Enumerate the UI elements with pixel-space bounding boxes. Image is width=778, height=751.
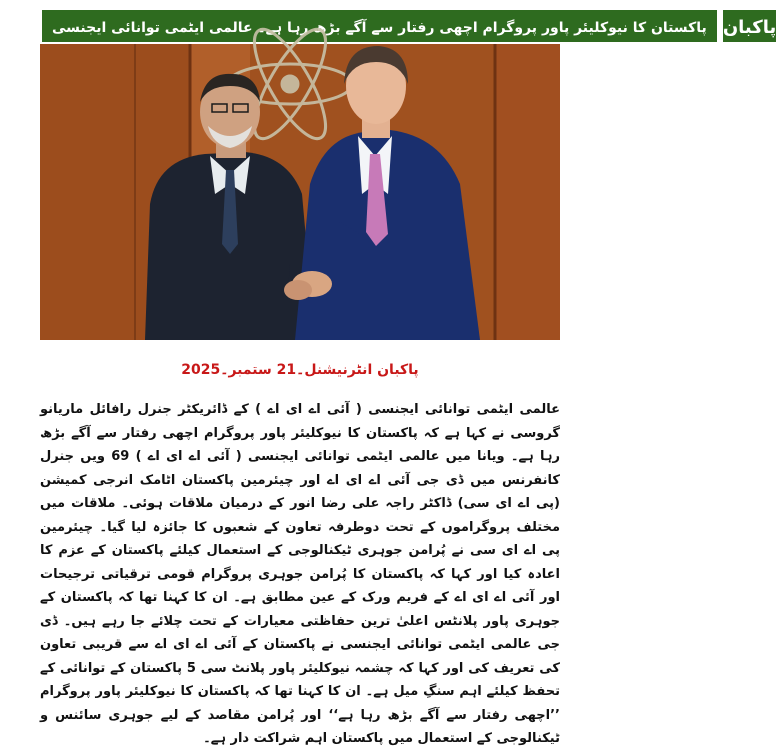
news-photo — [40, 44, 560, 340]
article-body: عالمی ایٹمی توانائی ایجنسی ( آئی اے ای اے ) کے ڈائریکٹر جنرل رافائل ماریانو گروسی نے کہا ہے کہ پاکستان کا نیوکلیئر پاور پروگرام اچھی رفتار سے آگے بڑھ رہا ہے۔ ویانا میں عالمی ایٹمی توانائی ایجنسی ( آئی اے ای اے ) 69 ویں جنرل کانفرنس میں ڈی جی آئی اے ای اے اور چیئرمین پاکستان اٹامک انرجی کمیشن (پی اے ای سی) ڈاکٹر راجہ علی رضا انور کے درمیان ملاقات ہوئی۔ ملاقات میں مختلف پروگراموں کے تحت دوطرفہ تعاون کے شعبوں کا جائزہ لیا گیا۔ چیئرمین پی اے ای سی نے پُرامن جوہری ٹیکنالوجی کے استعمال کیلئے پاکستان کے عزم کا اعادہ کیا اور کہا کہ پاکستان کا پُرامن جوہری پروگرام قومی ترقیاتی ترجیحات اور آئی اے ای اے کے فریم ورک کے عین مطابق ہے۔ ان کا کہنا تھا کہ پاکستان کے جوہری پاور پلانٹس اعلیٰ ترین حفاظتی معیارات کے تحت چلائے جا رہے ہیں۔ ڈی جی عالمی ایٹمی توانائی ایجنسی نے پاکستان کے آئی اے ای اے سے قریبی تعاون کی تعریف کی اور کہا کہ چشمہ نیوکلیئر پاور پلانٹ سی 5 پاکستان کے توانائی کے تحفظ کیلئے اہم سنگِ میل ہے۔ ان کا کہنا تھا کہ پاکستان کا نیوکلیئر پاور پروگرام ’’اچھی رفتار سے آگے بڑھ رہا ہے‘‘ اور پُرامن مقاصد کے لیے جوہری سائنس و ٹیکنالوجی کے استعمال میں پاکستان اہم شراکت دار ہے۔ — [40, 402, 560, 746]
headline[interactable]: پاکستان کا نیوکلیئر پاور پروگرام اچھی رفتار سے آگے بڑھ رہا ہے۔ عالمی ایٹمی توانائی ایجنسی — [40, 8, 719, 44]
dateline: پاکبان انٹرنیشنل۔21 ستمبر۔2025 — [181, 362, 419, 378]
brand-logo[interactable]: پاکبان — [721, 8, 778, 44]
